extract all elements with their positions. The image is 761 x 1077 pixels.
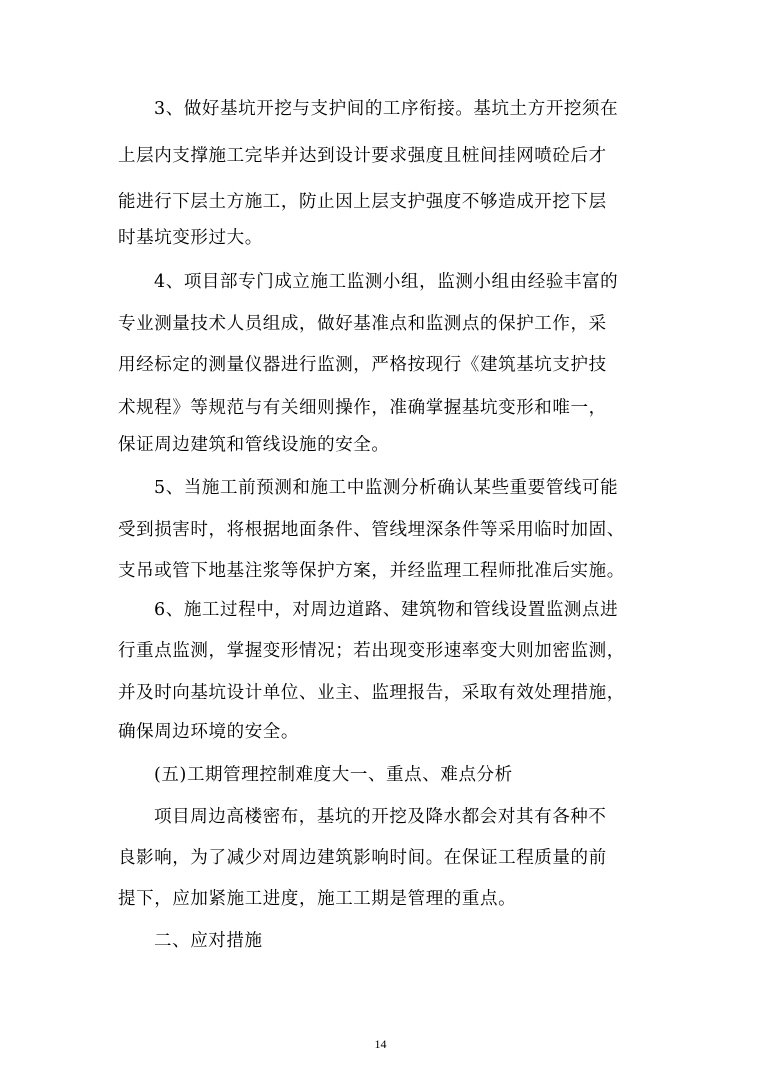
paragraph-4-line-1: 4、项目部专门成立施工监测小组，监测小组由经验丰富的 xyxy=(154,272,619,292)
paragraph-4-line-2: 专业测量技术人员组成，做好基准点和监测点的保护工作，采 xyxy=(118,314,607,334)
page-number: 14 xyxy=(374,1037,387,1051)
paragraph-4-line-3: 用经标定的测量仪器进行监测，严格按现行《建筑基坑支护技 xyxy=(118,355,607,375)
paragraph-6-line-1: 6、施工过程中，对周边道路、建筑物和管线设置监测点进 xyxy=(154,600,619,620)
paragraph-5-line-2: 受到损害时，将根据地面条件、管线埋深条件等采用临时加固、 xyxy=(118,520,625,540)
section-heading-countermeasures: 二、应对措施 xyxy=(154,931,263,951)
analysis-paragraph-line-1: 项目周边高楼密布，基坑的开挖及降水都会对其有各种不 xyxy=(154,807,607,827)
paragraph-3-line-1: 3、做好基坑开挖与支护间的工序衔接。基坑土方开挖须在 xyxy=(154,99,619,119)
paragraph-5-line-3: 支吊或管下地基注浆等保护方案，并经监理工程师批准后实施。 xyxy=(118,561,625,581)
analysis-paragraph-line-3: 提下，应加紧施工进度，施工工期是管理的重点。 xyxy=(118,889,517,909)
paragraph-6-line-2: 行重点监测，掌握变形情况；若出现变形速率变大则加密监测， xyxy=(118,641,625,661)
paragraph-4-line-4: 术规程》等规范与有关细则操作，准确掌握基坑变形和唯一， xyxy=(118,398,607,418)
paragraph-4-line-5: 保证周边建筑和管线设施的安全。 xyxy=(118,435,390,455)
paragraph-5-line-1: 5、当施工前预测和施工中监测分析确认某些重要管线可能 xyxy=(154,478,619,498)
paragraph-3-line-4: 时基坑变形过大。 xyxy=(118,228,263,248)
paragraph-6-line-4: 确保周边环境的安全。 xyxy=(118,722,299,742)
paragraph-3-line-2: 上层内支撑施工完毕并达到设计要求强度且桩间挂网喷砼后才 xyxy=(118,146,607,166)
analysis-paragraph-line-2: 良影响，为了减少对周边建筑影响时间。在保证工程质量的前 xyxy=(118,848,607,868)
section-heading-5: (五)工期管理控制难度大一、重点、难点分析 xyxy=(154,765,513,785)
paragraph-6-line-3: 并及时向基坑设计单位、业主、监理报告，采取有效处理措施， xyxy=(118,683,625,703)
paragraph-3-line-3: 能进行下层土方施工，防止因上层支护强度不够造成开挖下层 xyxy=(118,192,607,212)
